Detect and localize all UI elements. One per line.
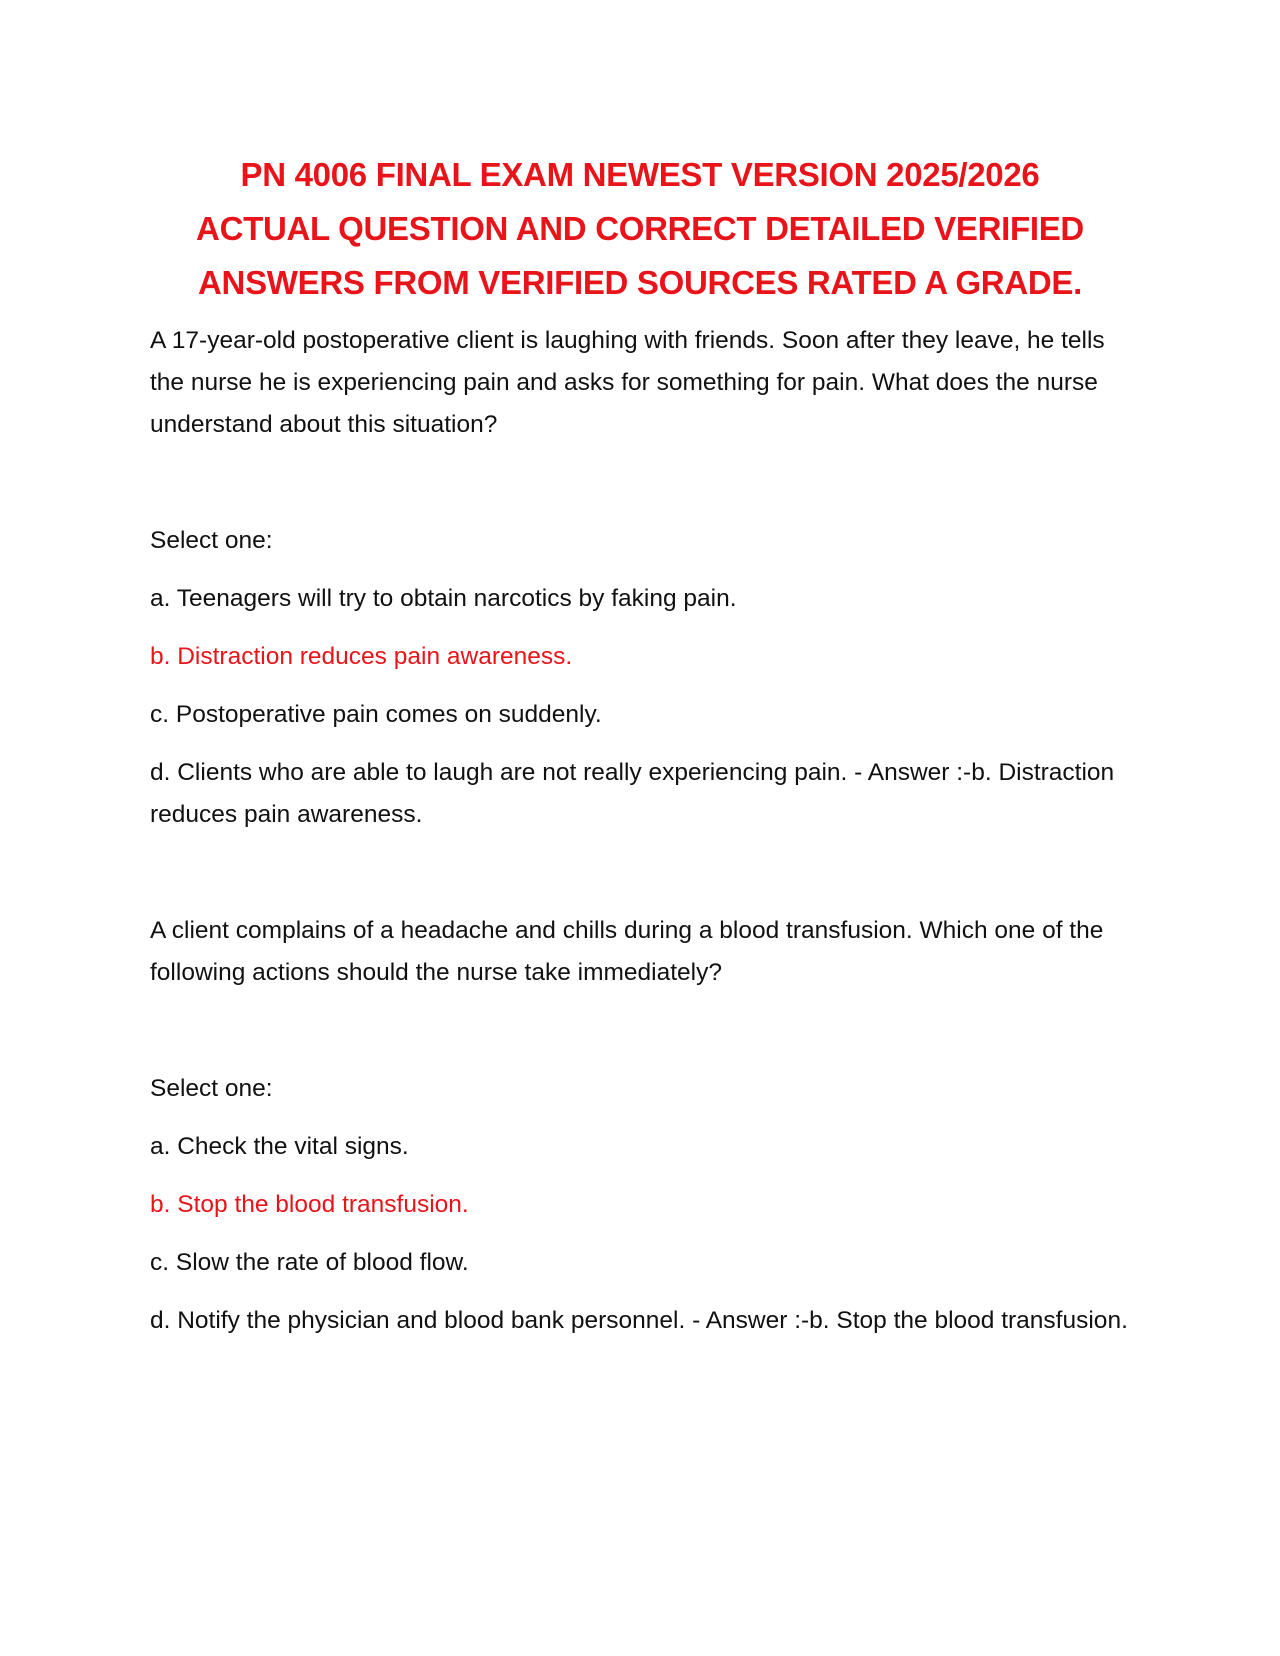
document-body — [150, 320, 1140, 1358]
question-1-option-c: c. Postoperative pain comes on suddenly. — [150, 701, 602, 728]
question-1-option-a: a. Teenagers will try to obtain narcotics by faking pain. — [150, 585, 737, 612]
question-1-option-b-correct: b. Distraction reduces pain awareness. — [150, 643, 573, 670]
question-2-select-label: Select one: — [150, 1075, 273, 1102]
question-1-stem: A 17-year-old postoperative client is laughing with friends. Soon after they leave, he tells the nurse he is experiencing pain and asks for something for pain. What does the nurse understand about this situation? — [150, 327, 1105, 438]
document-title — [150, 148, 1130, 310]
title-line-3: ANSWERS FROM VERIFIED SOURCES RATED A GRADE. — [198, 264, 1082, 301]
title-line-1: PN 4006 FINAL EXAM NEWEST VERSION 2025/2026 — [240, 156, 1040, 193]
question-1-option-d-answer: d. Clients who are able to laugh are not really experiencing pain. - Answer :-b. Distraction reduces pain awareness. — [150, 759, 1115, 828]
question-2-option-c: c. Slow the rate of blood flow. — [150, 1249, 469, 1276]
question-2-option-a: a. Check the vital signs. — [150, 1133, 409, 1160]
title-line-2: ACTUAL QUESTION AND CORRECT DETAILED VERIFIED — [196, 210, 1084, 247]
question-2-option-b-correct: b. Stop the blood transfusion. — [150, 1191, 469, 1218]
question-2-option-d-answer: d. Notify the physician and blood bank personnel. - Answer :-b. Stop the blood transfusion. — [150, 1307, 1128, 1334]
question-1-select-label: Select one: — [150, 527, 273, 554]
question-2-stem: A client complains of a headache and chills during a blood transfusion. Which one of the following actions should the nurse take immediately? — [150, 917, 1104, 986]
